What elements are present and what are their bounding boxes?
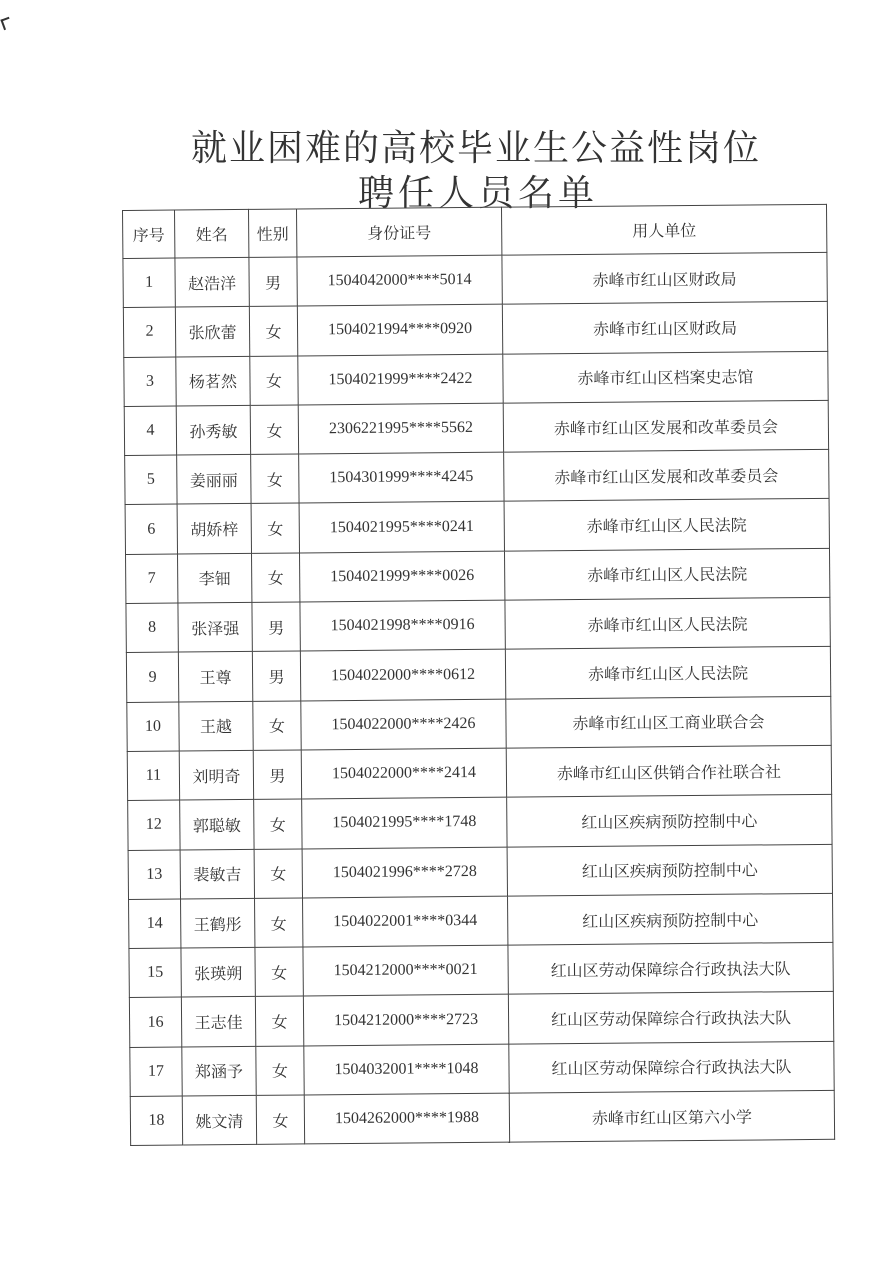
cell-name: 裴敏吉	[180, 849, 254, 899]
cell-no: 7	[126, 554, 178, 604]
cell-name: 王尊	[178, 652, 252, 702]
cell-id-number: 1504021996****2728	[302, 847, 507, 898]
cell-no: 8	[126, 603, 178, 653]
cell-employer: 赤峰市红山区财政局	[502, 252, 827, 304]
cell-no: 17	[130, 1047, 182, 1097]
cell-employer: 赤峰市红山区人民法院	[505, 597, 830, 649]
cell-id-number: 1504022000****0612	[300, 650, 505, 701]
cell-gender: 女	[255, 947, 303, 997]
cell-employer: 红山区疾病预防控制中心	[507, 795, 832, 847]
cell-gender: 女	[250, 405, 298, 455]
table-row	[125, 499, 829, 554]
cell-gender: 女	[255, 996, 303, 1046]
table-row	[125, 450, 829, 505]
cell-no: 9	[126, 652, 178, 702]
cell-employer: 红山区劳动保障综合行政执法大队	[509, 1041, 834, 1093]
table-row	[128, 795, 832, 850]
cell-id-number: 1504021994****0920	[297, 304, 502, 355]
table-row	[126, 647, 830, 702]
cell-id-number: 1504021999****0026	[299, 551, 504, 602]
cell-id-number: 1504262000****1988	[304, 1093, 509, 1144]
cell-no: 10	[127, 702, 179, 752]
cell-no: 2	[123, 307, 175, 357]
cell-gender: 女	[256, 1046, 304, 1096]
cell-gender: 女	[254, 799, 302, 849]
table-row	[123, 252, 827, 307]
cell-no: 11	[127, 751, 179, 801]
cell-id-number: 1504021995****1748	[302, 797, 507, 848]
cell-employer: 红山区疾病预防控制中心	[507, 844, 832, 896]
cell-id-number: 1504032001****1048	[304, 1044, 509, 1095]
table-row	[127, 696, 831, 751]
cell-employer: 赤峰市红山区财政局	[502, 302, 827, 354]
cell-name: 王鹤彤	[181, 898, 255, 948]
cell-id-number: 1504022000****2414	[301, 748, 506, 799]
cell-name: 胡娇梓	[177, 504, 251, 554]
cell-name: 张瑛朔	[181, 948, 255, 998]
header-name: 姓名	[175, 209, 249, 258]
cell-id-number: 1504301999****4245	[299, 452, 504, 503]
cell-id-number: 1504021999****2422	[298, 354, 503, 405]
cell-name: 姜丽丽	[177, 455, 251, 505]
cell-name: 孙秀敏	[176, 405, 250, 455]
cell-gender: 男	[249, 257, 297, 307]
cell-name: 李钿	[178, 553, 252, 603]
cell-name: 赵浩洋	[175, 257, 249, 307]
cell-no: 12	[128, 800, 180, 850]
cell-gender: 女	[249, 306, 297, 356]
cell-id-number: 1504212000****0021	[303, 945, 508, 996]
cell-id-number: 1504021998****0916	[300, 600, 505, 651]
cell-name: 王越	[179, 701, 253, 751]
cell-gender: 女	[250, 356, 298, 406]
table-row	[124, 351, 828, 406]
cell-gender: 女	[254, 849, 302, 899]
cell-no: 5	[125, 455, 177, 505]
cell-name: 郭聪敏	[180, 800, 254, 850]
cell-gender: 男	[252, 651, 300, 701]
cell-gender: 女	[256, 1095, 304, 1145]
cell-no: 14	[129, 899, 181, 949]
cell-no: 16	[129, 997, 181, 1047]
table-row	[126, 597, 830, 652]
roster-table	[122, 204, 835, 1146]
cell-gender: 女	[253, 701, 301, 751]
table-row	[129, 992, 833, 1047]
document-title-line2: 聘任人员名单	[357, 173, 598, 214]
cell-gender: 女	[251, 503, 299, 553]
document-title-line1: 就业困难的高校毕业生公益性岗位	[190, 128, 761, 169]
cell-employer: 赤峰市红山区第六小学	[509, 1090, 834, 1142]
cell-gender: 男	[252, 602, 300, 652]
cell-name: 刘明奇	[179, 750, 253, 800]
cell-gender: 女	[251, 553, 299, 603]
cell-name: 张泽强	[178, 602, 252, 652]
cell-no: 3	[124, 357, 176, 407]
cell-gender: 男	[253, 750, 301, 800]
table-row	[129, 942, 833, 997]
cell-employer: 赤峰市红山区人民法院	[505, 647, 830, 699]
cell-employer: 赤峰市红山区档案史志馆	[503, 351, 828, 403]
cell-employer: 赤峰市红山区发展和改革委员会	[504, 450, 829, 502]
table-body	[123, 252, 835, 1145]
cell-id-number: 1504022001****0344	[303, 896, 508, 947]
cell-no: 6	[125, 505, 177, 555]
table-row	[126, 548, 830, 603]
cell-employer: 红山区劳动保障综合行政执法大队	[508, 992, 833, 1044]
cell-id-number: 1504212000****2723	[303, 995, 508, 1046]
cell-name: 姚文清	[182, 1095, 256, 1145]
table-row	[130, 1090, 834, 1145]
cell-employer: 红山区疾病预防控制中心	[508, 893, 833, 945]
cell-name: 杨茗然	[176, 356, 250, 406]
cell-employer: 赤峰市红山区发展和改革委员会	[503, 400, 828, 452]
cell-employer: 赤峰市红山区工商业联合会	[506, 696, 831, 748]
table-row	[129, 893, 833, 948]
cell-no: 4	[124, 406, 176, 456]
table-row	[124, 400, 828, 455]
header-no: 序号	[123, 210, 175, 258]
cell-id-number: 1504021995****0241	[299, 502, 504, 553]
cell-no: 13	[128, 850, 180, 900]
cell-gender: 女	[251, 454, 299, 504]
cell-employer: 赤峰市红山区供销合作社联合社	[506, 745, 831, 797]
cell-no: 1	[123, 258, 175, 308]
cell-employer: 赤峰市红山区人民法院	[504, 499, 829, 551]
cell-id-number: 2306221995****5562	[298, 403, 503, 454]
header-unit: 用人单位	[501, 204, 826, 255]
header-gender: 性别	[248, 209, 296, 257]
cell-no: 15	[129, 948, 181, 998]
cell-name: 郑涵予	[182, 1046, 256, 1096]
cell-id-number: 1504042000****5014	[297, 255, 502, 306]
table-row	[123, 302, 827, 357]
cell-employer: 红山区劳动保障综合行政执法大队	[508, 942, 833, 994]
cell-employer: 赤峰市红山区人民法院	[504, 548, 829, 600]
cell-no: 18	[130, 1096, 182, 1146]
table-row	[130, 1041, 834, 1096]
table-row	[127, 745, 831, 800]
cell-name: 张欣蕾	[175, 307, 249, 357]
scan-corner-mark	[0, 17, 12, 30]
cell-name: 王志佳	[181, 997, 255, 1047]
cell-gender: 女	[255, 898, 303, 948]
table-row	[128, 844, 832, 899]
table-header-row	[123, 204, 827, 258]
header-id: 身份证号	[296, 207, 501, 257]
cell-id-number: 1504022000****2426	[301, 699, 506, 750]
